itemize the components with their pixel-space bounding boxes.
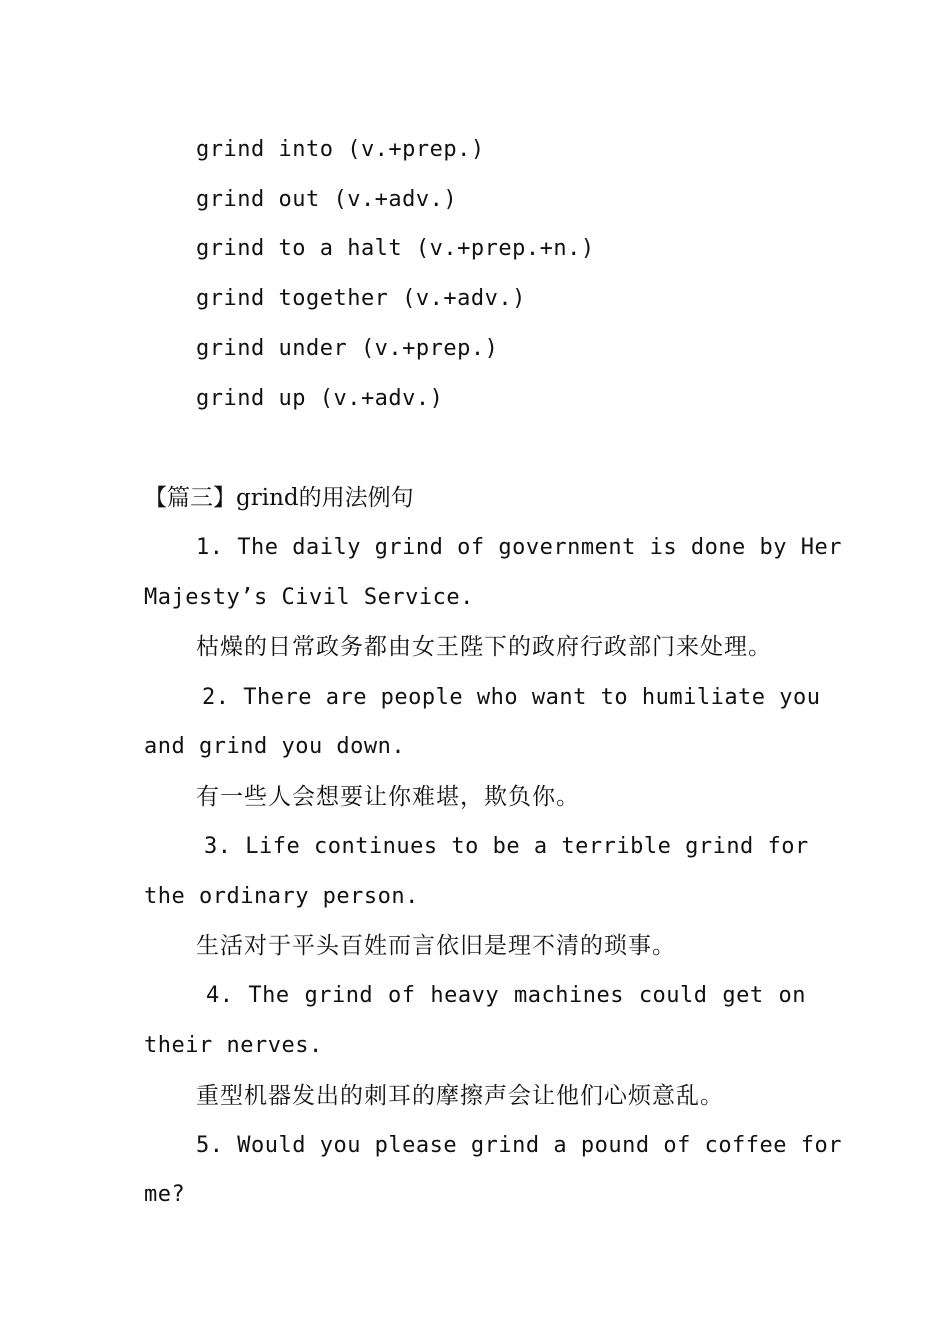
phrase-item: grind under (v.+prep.) [196,336,499,361]
example-chinese-translation: 重型机器发出的刺耳的摩擦声会让他们心烦意乱。 [196,1083,724,1109]
phrase-item: grind together (v.+adv.) [196,286,526,311]
example-english-line: 4. The grind of heavy machines could get on [206,983,806,1008]
example-chinese-translation: 生活对于平头百姓而言依旧是理不清的琐事。 [196,933,676,959]
example-english-line: 3. Life continues to be a terrible grind for [204,834,809,859]
example-english-line: Majesty’s Civil Service. [144,585,474,610]
example-english-line: 2. There are people who want to humiliate you [202,685,821,710]
phrase-item: grind into (v.+prep.) [196,137,485,162]
section-heading: 【篇三】grind的用法例句 [144,485,414,511]
example-english-line: their nerves. [144,1033,323,1058]
example-english-line: 1. The daily grind of government is done by Her [196,535,843,560]
example-english-line: and grind you down. [144,734,406,759]
example-chinese-translation: 枯燥的日常政务都由女王陛下的政府行政部门来处理。 [196,634,772,660]
phrase-item: grind out (v.+adv.) [196,187,458,212]
example-english-line: me? [144,1182,186,1207]
phrase-item: grind up (v.+adv.) [196,386,444,411]
phrase-item: grind to a halt (v.+prep.+n.) [196,236,595,261]
example-chinese-translation: 有一些人会想要让你难堪，欺负你。 [196,784,580,810]
example-english-line: 5. Would you please grind a pound of coffee for [196,1133,843,1158]
example-english-line: the ordinary person. [144,884,419,909]
